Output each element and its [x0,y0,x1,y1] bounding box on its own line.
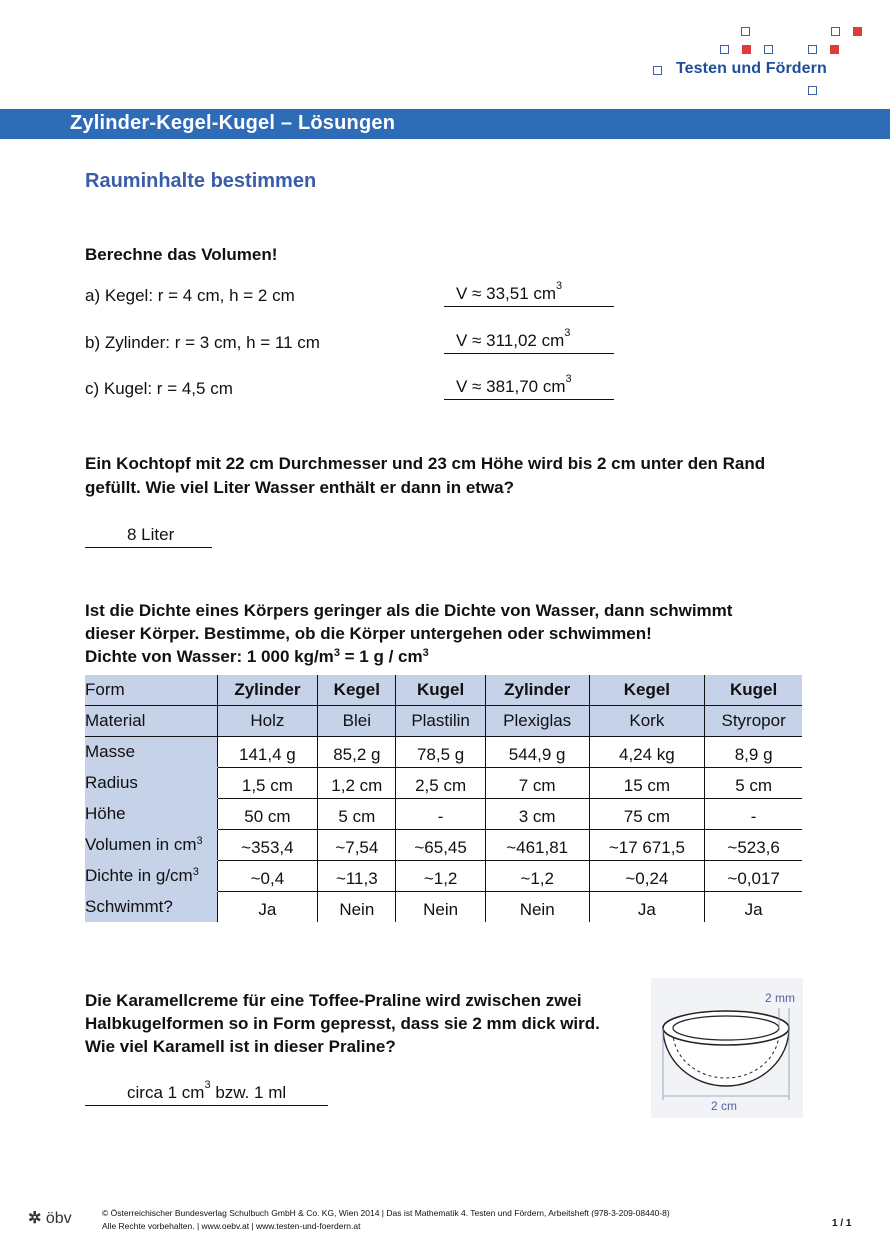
table-cell: Holz [217,706,318,737]
task1-question-b: b) Zylinder: r = 3 cm, h = 11 cm [85,333,320,352]
praline-figure [651,978,803,1118]
table-cell: ~7,54 [318,830,396,861]
table-cell: 544,9 g [485,737,589,768]
density-table [85,675,802,922]
table-cell: ~1,2 [396,861,485,892]
table-cell: ~0,24 [589,861,705,892]
table-cell: Ja [589,892,705,923]
table-cell: 1,2 cm [318,768,396,799]
table-cell: Kugel [705,675,802,706]
table-cell: Nein [485,892,589,923]
table-row [85,861,802,892]
table-cell: Plastilin [396,706,485,737]
table-cell: 3 cm [485,799,589,830]
row-label: Schwimmt? [85,892,217,923]
task4-line1: Die Karamellcreme für eine Toffee-Praline wird zwischen zwei [85,991,582,1010]
table-cell: Ja [744,900,763,919]
table-cell: Kegel [589,675,705,706]
task4-line3: Wie viel Karamell ist in dieser Praline? [85,1037,396,1056]
logo [0,0,890,100]
table-cell: 85,2 g [318,737,396,768]
table-row [85,799,802,830]
section-title: Rauminhalte bestimmen [85,170,317,192]
task1-answer-b: V ≈ 311,02 $cm^3$ [444,331,614,354]
table-row [85,675,802,706]
footer-links: Alle Rechte vorbehalten. | www.oebv.at | www.testen-und-foerdern.at [102,1221,361,1231]
row-label: Form [85,675,217,706]
table-cell: 5 cm [705,768,802,799]
row-label: Dichte in $g/cm^3$ [85,861,217,892]
task3-line1: Ist die Dichte eines Körpers geringer als die Dichte von Wasser, dann schwimmt [85,601,733,620]
page-number: 1 / 1 [832,1218,852,1229]
table-cell: 50 cm [217,799,318,830]
task3-line3: Dichte von Wasser: 1 000 $kg/m^3 = 1$ g / $cm^3$ [85,647,429,666]
table-cell: 1,5 cm [217,768,318,799]
figure-label-bottom: 2 cm [711,1099,738,1113]
logo-text: Testen und Fördern [676,60,827,77]
task3-line2: dieser Körper. Bestimme, ob die Körper untergehen oder schwimmen! [85,624,652,643]
table-cell: ~11,3 [318,861,396,892]
table-cell: ~461,81 [485,830,589,861]
table-cell: 75 cm [589,799,705,830]
task1-answer-a: V ≈ 33,51 $cm^3$ [444,284,614,307]
table-row [85,768,802,799]
row-label: Material [85,706,217,737]
table-row [85,892,802,923]
table-cell: Blei [318,706,396,737]
table-cell: Nein [396,892,485,923]
table-cell: ~65,45 [396,830,485,861]
task2-answer: 8 Liter [85,525,212,548]
table-cell: ~1,2 [485,861,589,892]
table-cell: ~0,4 [217,861,318,892]
table-row [85,706,802,737]
table-cell: 78,5 g [396,737,485,768]
table-cell: ~353,4 [217,830,318,861]
task4-answer: circa 1 $cm^3$ bzw. 1 ml [85,1083,328,1106]
table-cell: ~17 671,5 [589,830,705,861]
table-cell: 8,9 g [705,737,802,768]
table-cell: Plexiglas [485,706,589,737]
row-label: Masse [85,737,217,768]
table-cell: 5 cm [318,799,396,830]
row-label: Radius [85,768,217,799]
table-cell: 4,24 kg [589,737,705,768]
table-cell: - [705,799,802,830]
task2-line2: gefüllt. Wie viel Liter Wasser enthält er dann in etwa? [85,478,515,497]
table-cell: Kegel [318,675,396,706]
table-cell: ~523,6 [705,830,802,861]
table-cell: Styropor [705,706,802,737]
task1-prompt: Berechne das Volumen! [85,245,278,264]
table-cell: 2,5 cm [396,768,485,799]
table-cell: ~0,017 [705,861,802,892]
table-cell: Kork [589,706,705,737]
task2-line1: Ein Kochtopf mit 22 cm Durchmesser und 23 cm Höhe wird bis 2 cm unter den Rand [85,454,766,473]
footer-copyright: © Österreichischer Bundesverlag Schulbuch GmbH & Co. KG, Wien 2014 | Das ist Mathematik 4. Testen und Fördern, Arbeitsheft (978-3-209-08440-8) [102,1208,670,1218]
table-cell: Zylinder [217,675,318,706]
page-title: Zylinder-Kegel-Kugel – Lösungen [70,112,396,134]
task1-question-a: a) Kegel: r = 4 cm, h = 2 cm [85,286,295,305]
task4-line2: Halbkugelformen so in Form gepresst, dass sie 2 mm dick wird. [85,1014,600,1033]
row-label: Volumen in $cm^3$ [85,830,217,861]
table-cell: 7 cm [485,768,589,799]
task1-question-c: c) Kugel: r = 4,5 cm [85,379,233,398]
table-row [85,737,802,768]
row-label: Höhe [85,799,217,830]
footer-brand: ✲ öbv [28,1210,72,1227]
table-row [85,830,802,861]
table-cell: Ja [217,892,318,923]
table-cell: 141,4 g [217,737,318,768]
figure-label-top: 2 mm [765,991,795,1005]
table-cell: Zylinder [485,675,589,706]
table-cell: 15 cm [589,768,705,799]
table-cell: Nein [318,892,396,923]
table-cell: - [396,799,485,830]
task1-answer-c: V ≈ 381,70 $cm^3$ [444,377,614,400]
table-cell: Kugel [396,675,485,706]
obv-logo-icon: ✲ [28,1210,42,1227]
